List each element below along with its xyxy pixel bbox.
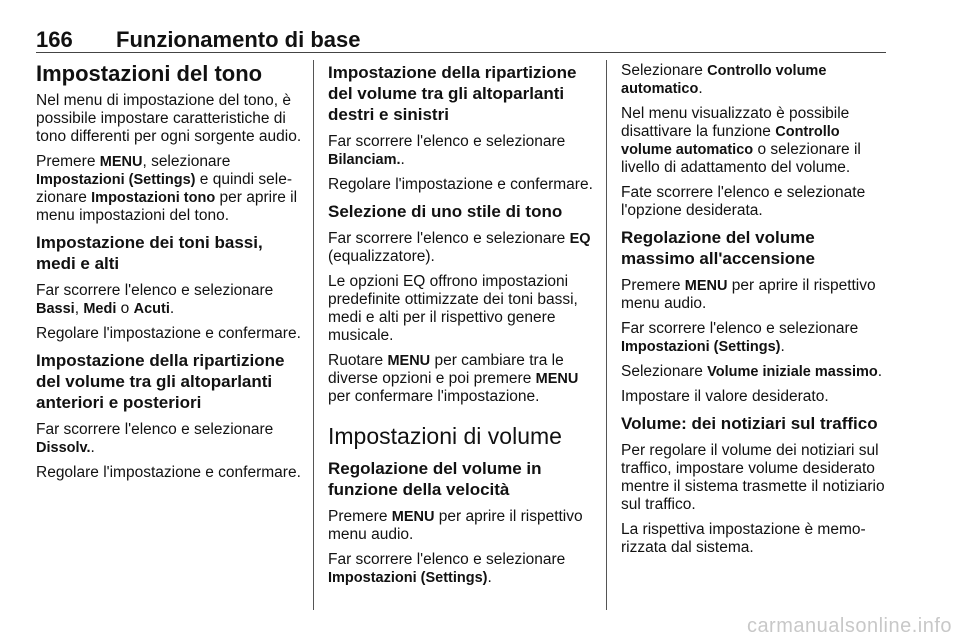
page-number: 166 [36,27,73,52]
subheading: Regolazione del volume in funzione della velocità [328,459,542,499]
subheading: Regolazione del volume massimo all'accensione [621,228,815,268]
subheading: Impostazione della ripartizione del volume tra gli altoparlanti anteriori e posteriori [36,351,285,412]
paragraph: Impostare il valore desiderato. [621,388,829,405]
paragraph: Far scorrere l'elenco e selezionare Bilanciam.. [328,133,566,168]
paragraph: Regolare l'impostazione e confermare. [328,176,593,193]
watermark: carmanualsonline.info [746,615,952,637]
paragraph: Premere MENU, selezionare Impostazioni (Settings) e quindi selezionare Impostazioni tono per aprire il menu impostazioni del tono. [36,153,298,224]
paragraph: Nel menu visualizzato è possibile disattivare la funzione Controllo volume automatico o selezionare il livello di adattamento del volume. [621,105,861,176]
paragraph: Fate scorrere l'elenco e selezionate l'opzione desiderata. [621,184,866,219]
paragraph: Premere MENU per aprire il rispettivo menu audio. [328,508,583,543]
paragraph: Far scorrere l'elenco e selezionare Impostazioni (Settings). [621,320,859,355]
paragraph: Regolare l'impostazione e confermare. [36,464,301,481]
paragraph: Selezionare Controllo volume automatico. [621,62,827,97]
column-divider [313,60,314,610]
paragraph: La rispettiva impostazione è memorizzata dal sistema. [621,521,866,556]
header-rule [36,52,886,53]
running-title: Funzionamento di base [116,27,361,52]
paragraph: Far scorrere l'elenco e selezionare Bassi, Medi o Acuti. [36,282,274,317]
column-1 [36,62,304,489]
paragraph: Far scorrere l'elenco e selezionare EQ (equalizzatore). [328,230,591,265]
page-header [36,27,886,53]
column-2 [328,62,596,594]
subheading: Impostazione dei toni bassi, medi e alti [36,233,263,273]
section-heading: Impostazioni di volume [328,423,562,449]
subheading: Selezione di uno stile di tono [328,202,563,221]
column-3 [621,62,889,564]
paragraph: Premere MENU per aprire il rispettivo menu audio. [621,277,876,312]
paragraph: Nel menu di impostazione del tono, è possibile impostare caratteristiche di tono differenti per ogni sorgente audio. [36,92,302,145]
subheading: Volume: dei notiziari sul traffico [621,414,878,433]
paragraph: Regolare l'impostazione e confermare. [36,325,301,342]
paragraph: Far scorrere l'elenco e selezionare Dissolv.. [36,421,274,456]
paragraph: Selezionare Volume iniziale massimo. [621,363,883,380]
paragraph: Ruotare MENU per cambiare tra le diverse opzioni e poi premere MENU per confermare l'impostazione. [328,352,579,405]
paragraph: Per regolare il volume dei notiziari sul traffico, impostare volume desiderato mentre il sistema trasmette il notiziario sul traffico. [621,442,885,513]
section-heading: Impostazioni del tono [36,61,263,86]
paragraph: Le opzioni EQ offrono impostazioni predefinite ottimizzate dei toni bassi, medi e alti per il rispettivo genere musicale. [328,273,578,344]
column-divider [606,60,607,610]
paragraph: Far scorrere l'elenco e selezionare Impostazioni (Settings). [328,551,566,586]
subheading: Impostazione della ripartizione del volume tra gli altoparlanti destri e sinistri [328,63,577,124]
